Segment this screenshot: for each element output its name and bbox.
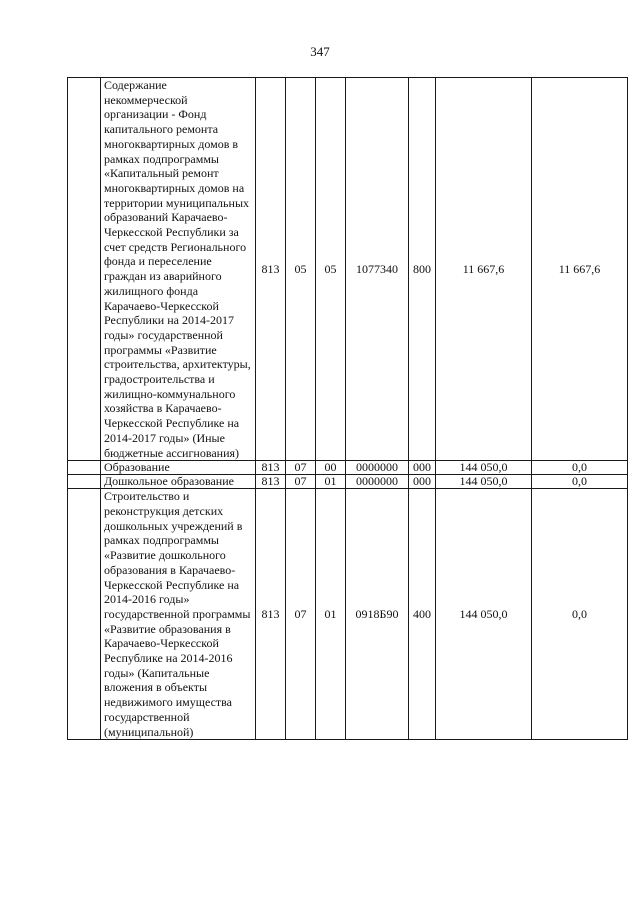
blank-cell xyxy=(68,78,101,461)
section-code: 07 xyxy=(286,475,316,489)
section-code: 07 xyxy=(286,489,316,740)
budget-table xyxy=(67,77,628,740)
ministry-code: 813 xyxy=(256,461,286,475)
subsection-code: 05 xyxy=(316,78,346,461)
amount-2: 11 667,6 xyxy=(532,78,628,461)
expense-type-code: 800 xyxy=(409,78,436,461)
target-article-code: 1077340 xyxy=(346,78,409,461)
subsection-code: 01 xyxy=(316,475,346,489)
subsection-code: 00 xyxy=(316,461,346,475)
row-name: Образование xyxy=(101,461,256,475)
row-name: Строительство и реконструкция детских дошкольных учреждений в рамках подпрограммы «Развитие дошкольного образования в Карачаево-Черкесской Республике на 2014-2016 годы» государственной программы «Развитие образования в Карачаево-Черкесской Республике на 2014-2016 годы» (Капитальные вложения в объекты недвижимого имущества государственной (муниципальной) xyxy=(101,489,256,740)
target-article-code: 0000000 xyxy=(346,461,409,475)
amount-1: 144 050,0 xyxy=(436,475,532,489)
table-row xyxy=(68,489,628,740)
row-name: Дошкольное образование xyxy=(101,475,256,489)
section-code: 07 xyxy=(286,461,316,475)
amount-2: 0,0 xyxy=(532,475,628,489)
expense-type-code: 000 xyxy=(409,475,436,489)
expense-type-code: 000 xyxy=(409,461,436,475)
blank-cell xyxy=(68,489,101,740)
table-row xyxy=(68,475,628,489)
row-name: Содержание некоммерческой организации - Фонд капитального ремонта многоквартирных домов в рамках подпрограммы «Капитальный ремонт многоквартирных домов на территории муниципальных образований Карачаево-Черкесской Республики за счет средств Регионального фонда и переселение граждан из аварийного жилищного фонда Карачаево-Черкесской Республики на 2014-2017 годы» государственной программы «Развитие строительства, архитектуры, градостроительства и жилищно-коммунального хозяйства в Карачаево-Черкесской Республике на 2014-2017 годы» (Иные бюджетные ассигнования) xyxy=(101,78,256,461)
amount-1: 144 050,0 xyxy=(436,461,532,475)
subsection-code: 01 xyxy=(316,489,346,740)
page-number: 347 xyxy=(310,44,330,59)
expense-type-code: 400 xyxy=(409,489,436,740)
table-row xyxy=(68,461,628,475)
amount-2: 0,0 xyxy=(532,489,628,740)
ministry-code: 813 xyxy=(256,489,286,740)
target-article-code: 0918Б90 xyxy=(346,489,409,740)
amount-2: 0,0 xyxy=(532,461,628,475)
target-article-code: 0000000 xyxy=(346,475,409,489)
amount-1: 144 050,0 xyxy=(436,489,532,740)
section-code: 05 xyxy=(286,78,316,461)
blank-cell xyxy=(68,475,101,489)
ministry-code: 813 xyxy=(256,78,286,461)
blank-cell xyxy=(68,461,101,475)
table-row xyxy=(68,78,628,461)
ministry-code: 813 xyxy=(256,475,286,489)
amount-1: 11 667,6 xyxy=(436,78,532,461)
